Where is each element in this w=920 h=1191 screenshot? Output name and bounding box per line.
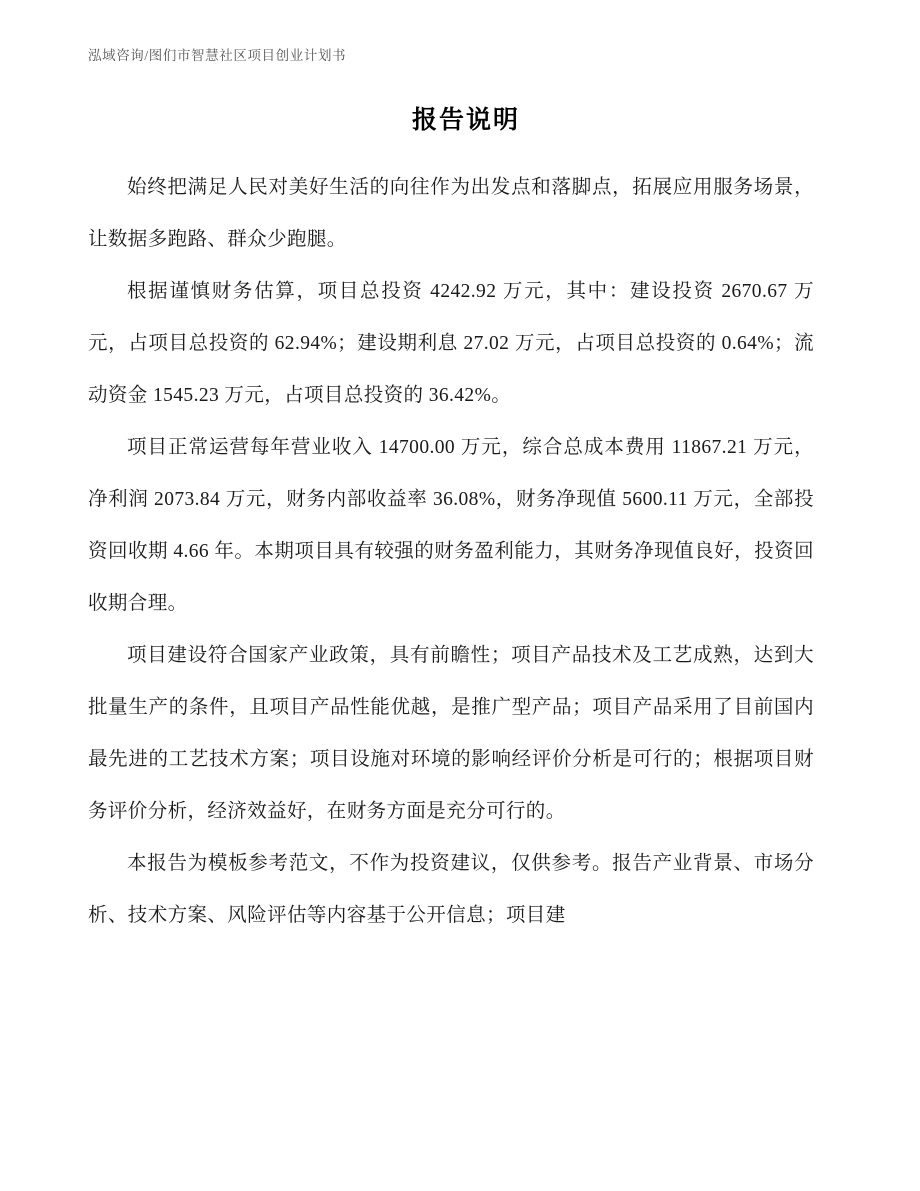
paragraph-5: 本报告为模板参考范文，不作为投资建议，仅供参考。报告产业背景、市场分析、技术方案、风险评估等内容基于公开信息；项目建 xyxy=(88,853,814,926)
document-body xyxy=(88,100,814,942)
paragraph-3: 项目正常运营每年营业收入 14700.00 万元，综合总成本费用 11867.21 万元，净利润 2073.84 万元，财务内部收益率 36.08%，财务净现值 5600.11 万元，全部投资回收期 4.66 年。本期项目具有较强的财务盈利能力，其财务净现值良好，投资回收期合理。 xyxy=(88,437,814,614)
paragraph-2: 根据谨慎财务估算，项目总投资 4242.92 万元，其中：建设投资 2670.67 万元，占项目总投资的 62.94%；建设期利息 27.02 万元，占项目总投资的 0.64%；流动资金 1545.23 万元，占项目总投资的 36.42%。 xyxy=(88,281,814,406)
page-title: 报告说明 xyxy=(411,107,520,134)
page-header-breadcrumb: 泓域咨询/图们市智慧社区项目创业计划书 xyxy=(88,48,347,63)
paragraph-4: 项目建设符合国家产业政策，具有前瞻性；项目产品技术及工艺成熟，达到大批量生产的条件，且项目产品性能优越，是推广型产品；项目产品采用了目前国内最先进的工艺技术方案；项目设施对环境的影响经评价分析是可行的；根据项目财务评价分析，经济效益好，在财务方面是充分可行的。 xyxy=(88,645,814,822)
paragraph-1: 始终把满足人民对美好生活的向往作为出发点和落脚点，拓展应用服务场景，让数据多跑路、群众少跑腿。 xyxy=(88,177,814,250)
